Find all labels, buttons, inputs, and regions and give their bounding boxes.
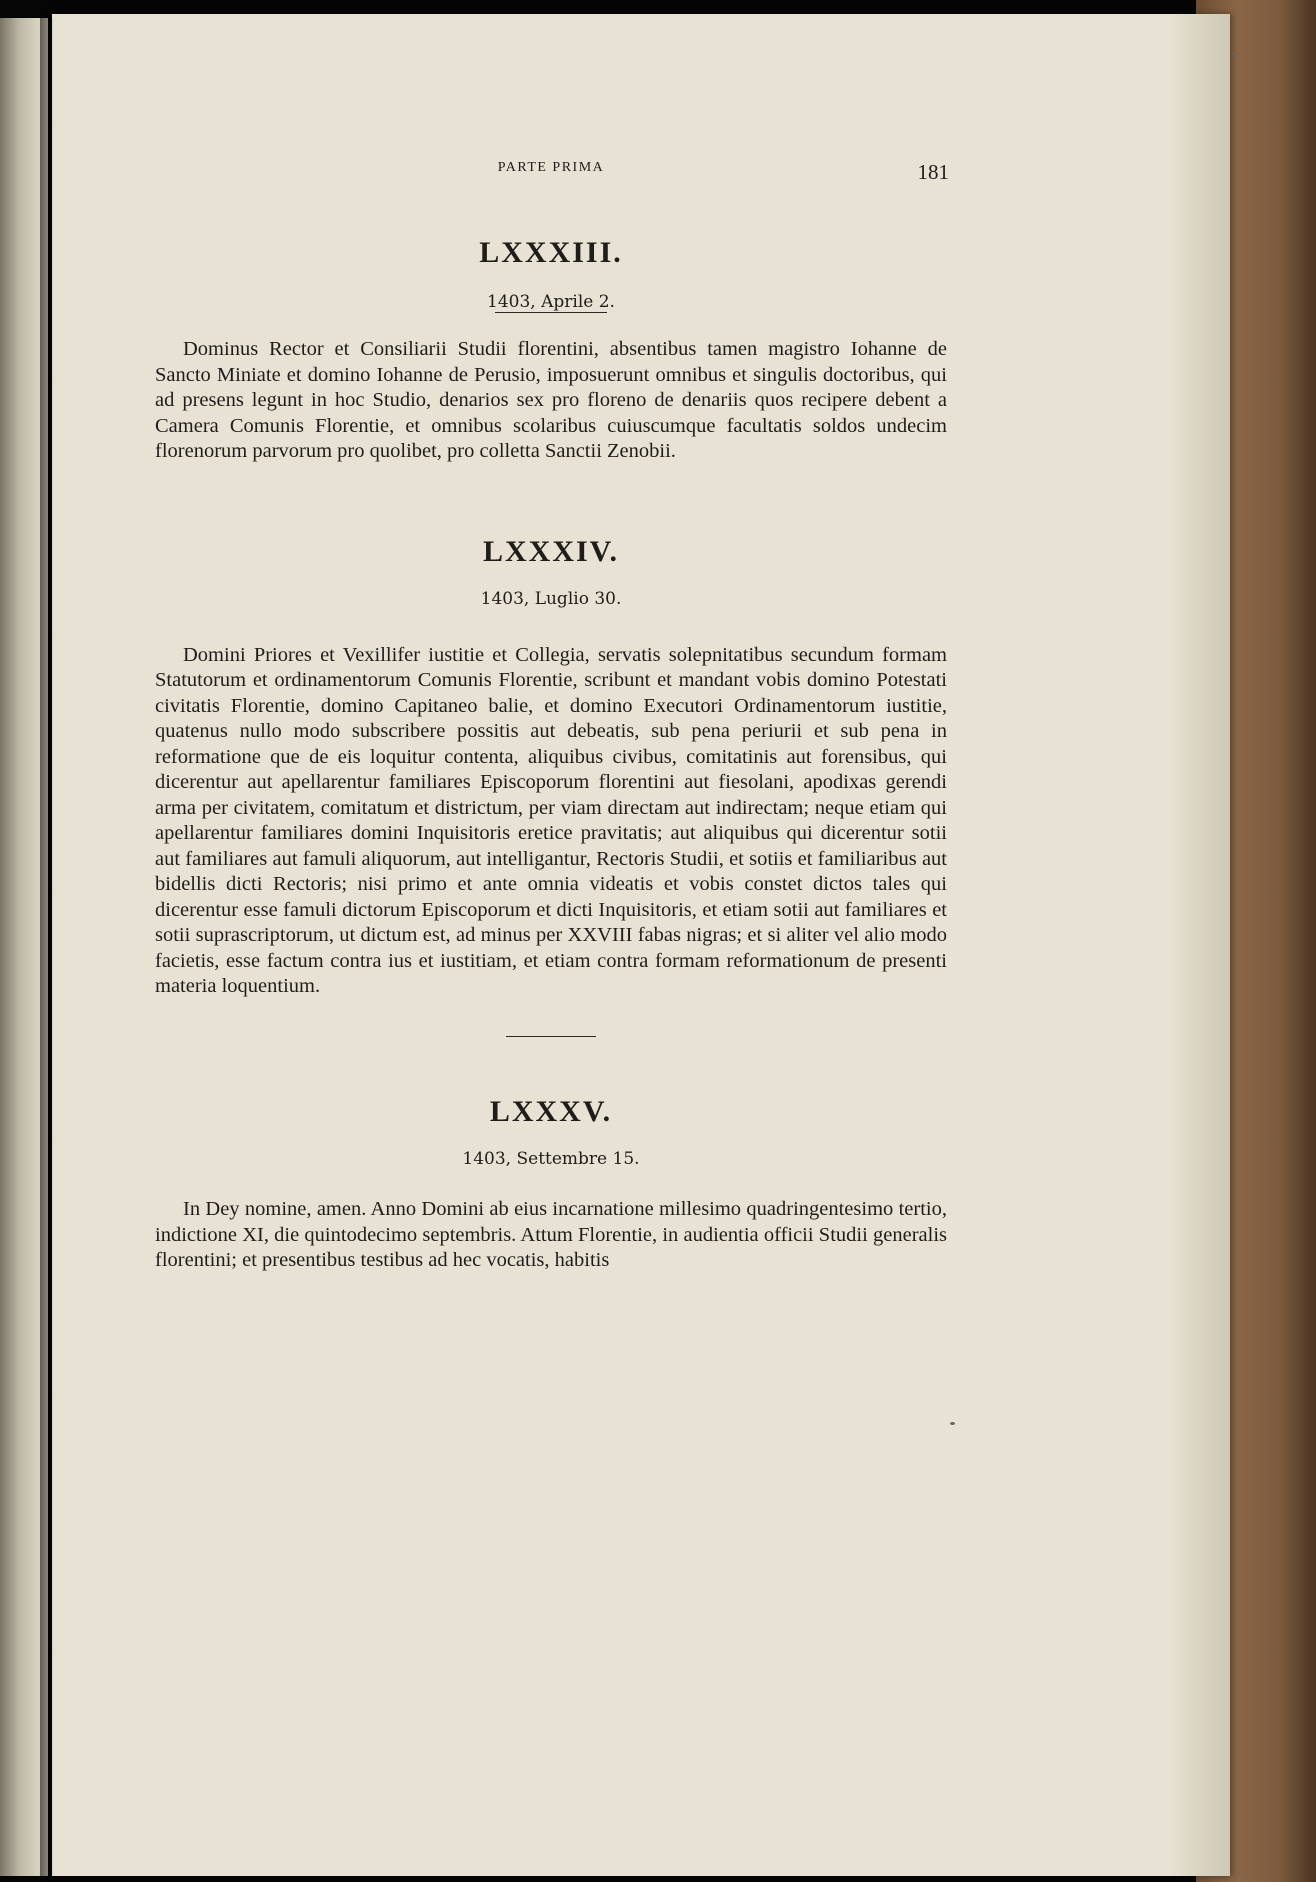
document-lxxxiv	[155, 535, 947, 1000]
paper-speck	[950, 1422, 955, 1425]
document-text: Dominus Rector et Consiliarii Studii florentini, absentibus tamen magistro Iohanne de Sancto Miniate et domino Iohanne de Perusio, imposuerunt omnibus et singulis doctoribus, qui ad presens legunt in hoc Studio, denarios sex pro floreno de denariis quos recipere debent a Camera Comunis Florentie, et omnibus scolaribus cuiuscumque facultatis soldos undecim florenorum parvorum pro quolibet, pro colletta Sanctii Zenobii.	[155, 338, 947, 462]
spine-shadow	[40, 18, 54, 1876]
document-text: In Dey nomine, amen. Anno Domini ab eius incarnatione millesimo quadringentesimo tertio, indictione XI, die quintodecimo septembris. Attum Florentie, in audientia officii Studii generalis florentini; et presentibus testibus ad hec vocatis, habitis	[155, 1198, 947, 1271]
document-text: Domini Priores et Vexillifer iustitie et Collegia, servatis solepnitatibus secundum formam Statutorum et ordinamentorum Comunis Florentie, scribunt et mandant vobis domino Potestati civitatis Florentie, domino Capitaneo balie, et domino Executori Ordinamentorum iustitie, quatenus nullo modo subscribere possitis aut debeatis, sub pena periurii et sub pena in reformatione que de eis loquitur contenta, aliquibus civibus, comitatinis aut forensibus, qui dicerentur aut apellarentur familiares Episcoporum florentini aut fiesolani, apodixas gerendi arma per civitatem, comitatum et districtum, per viam directam aut indirectam; neque etiam qui apellarentur familiares domini Inquisitoris eretice pravitatis; aut aliquibus qui dicerentur sotii aut familiares aut famuli aliquorum, aut intelligantur, Rectoris Studii, et sotiis et familiaribus aut bidellis dicti Rectoris; nisi primo et ante omnia videatis et vobis constet dictos tales qui dicerentur esse famuli dictorum Episcoporum et dicti Inquisitoris, et etiam sotii aut familiares et sotii suprascriptorum, ut dictum est, ad minus per XXVIII fabas nigras; et si aliter vel alio modo facietis, esse factum contra ius et iustitiam, et etiam contra formam reformationum de presenti materia loquentium.	[155, 643, 947, 997]
section-divider	[506, 1036, 596, 1038]
document-number: LXXXIV.	[483, 534, 619, 568]
document-lxxxv	[155, 1095, 947, 1274]
page-content	[155, 150, 947, 1274]
page-fore-edge	[1170, 14, 1230, 1876]
page-number: 181	[917, 160, 949, 184]
running-head	[155, 150, 947, 184]
paper-speck	[1232, 52, 1237, 55]
document-number: LXXXIII.	[479, 236, 623, 269]
date-rule	[495, 312, 607, 313]
document-date: 1403, Luglio 30.	[480, 588, 622, 609]
document-number: LXXXV.	[489, 1095, 613, 1128]
document-lxxxiii	[155, 236, 947, 465]
running-head-title: PARTE PRIMA	[497, 160, 605, 175]
document-date: 1403, Aprile 2.	[487, 292, 615, 312]
document-date: 1403, Settembre 15.	[462, 1149, 640, 1169]
